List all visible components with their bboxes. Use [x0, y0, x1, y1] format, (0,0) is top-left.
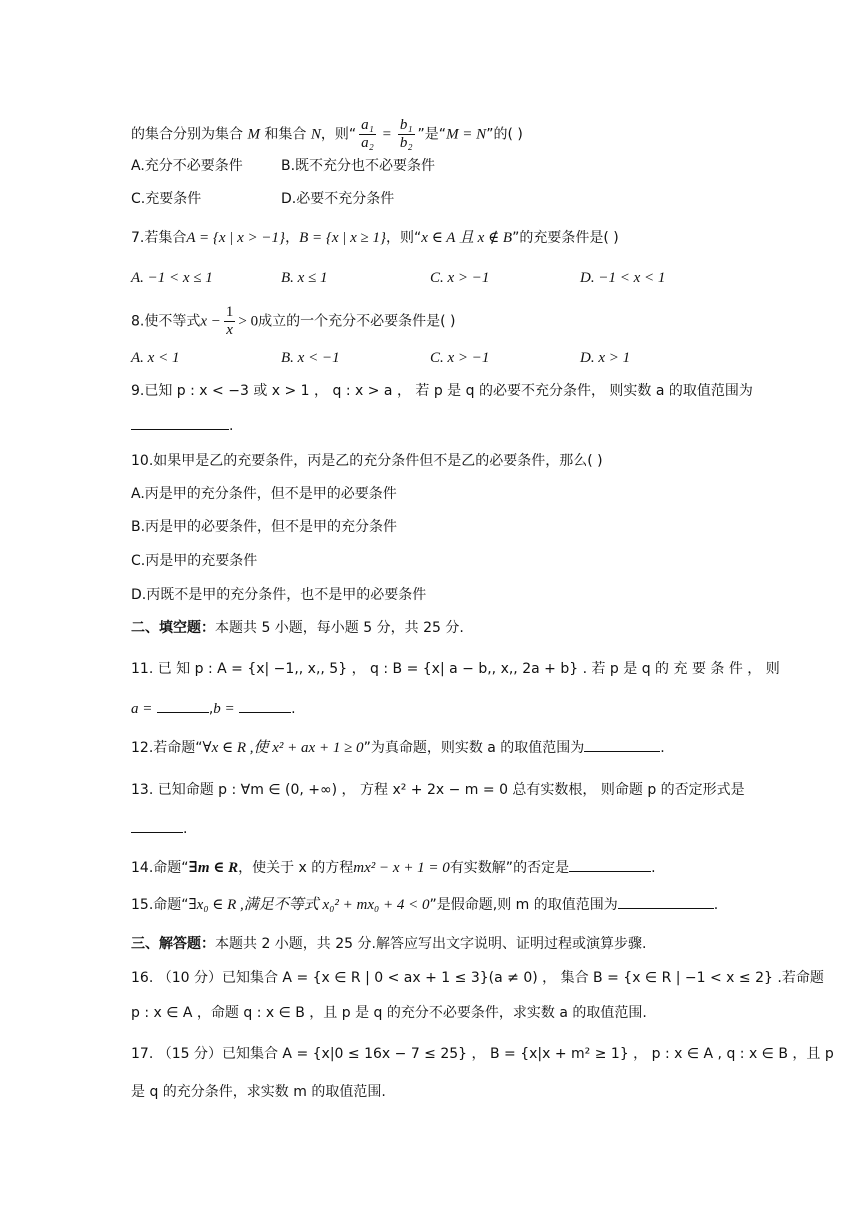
q14-answer-blank[interactable] — [569, 857, 651, 872]
section-2-heading: 二、填空题：本题共 5 小题，每小题 5 分，共 25 分. — [131, 620, 464, 636]
section-3-heading: 三、解答题：本题共 2 小题，共 25 分.解答应写出文字说明、证明过程或演算步骤. — [131, 936, 647, 952]
q7-option-b: B. x ≤ 1 — [281, 270, 328, 286]
q7-stem: 7.若集合A = {x | x > −1}，B = {x | x ≥ 1}，则“x ∈ A 且 x ∉ B”的充要条件是( ) — [131, 230, 619, 246]
q12-stem: 12.若命题“∀x ∈ R ,使 x² + ax + 1 ≥ 0”为真命题，则实数 a 的取值范围为 . — [131, 737, 665, 758]
q6-set-n: N — [310, 126, 321, 143]
q9-answer-line: . — [131, 415, 233, 436]
q10-option-c: C.丙是甲的充要条件 — [131, 553, 258, 569]
q8-fraction: $\frac{1}{x}$ — [225, 304, 234, 338]
q16-stem-line-1: 16. （10 分）已知集合 A = {x ∈ R | 0 < ax + 1 ≤ 3}(a ≠ 0) ， 集合 B = {x ∈ R | −1 < x ≤ 2} .若命题 — [131, 970, 824, 986]
q6-fraction-b: $\frac{\text{b₁}}{\text{b₂}}$ — [399, 117, 413, 151]
q14-stem: 14.命题“∃m ∈ R，使关于 x 的方程mx² − x + 1 = 0有实数解”的否定是 . — [131, 857, 656, 878]
q8-option-b: B. x < −1 — [281, 350, 340, 366]
q7-condition: x ∈ A 且 x ∉ B — [421, 230, 513, 246]
q7-option-c: C. x > −1 — [430, 270, 490, 286]
q8-option-a: A. x < 1 — [131, 350, 180, 366]
q17-stem-line-1: 17. （15 分）已知集合 A = {x|0 ≤ 16x − 7 ≤ 25} ， B = {x|x + m² ≥ 1} ， p : x ∈ A , q : x ∈ B ，且 p — [131, 1046, 834, 1062]
q6-fraction-a: $\frac{\text{a₁}}{\text{a₂}}$ — [361, 117, 374, 151]
q13-stem: 13. 已知命题 p : ∀m ∈ (0, +∞) ， 方程 x² + 2x − m = 0 总有实数根， 则命题 p 的否定形式是 — [131, 782, 745, 798]
q11-answer-blank-a[interactable] — [157, 698, 209, 713]
q8-stem: 8.使不等式x − $\frac{1}{x}$ > 0成立的一个充分不必要条件是( ) — [131, 304, 456, 338]
q6-option-c: C.充要条件 — [131, 191, 202, 207]
q8-option-c: C. x > −1 — [430, 350, 490, 366]
q6-set-m: M — [247, 126, 260, 143]
q10-option-a: A.丙是甲的充分条件，但不是甲的必要条件 — [131, 486, 397, 502]
q15-stem: 15.命题“∃x₀ ∈ R ,满足不等式 x₀² + mx₀ + 4 < 0”是假命题,则 m 的取值范围为 . — [131, 894, 718, 915]
q6-option-a: A.充分不必要条件 — [131, 158, 243, 174]
q13-answer-blank[interactable] — [131, 818, 183, 833]
q10-option-d: D.丙既不是甲的充分条件，也不是甲的必要条件 — [131, 587, 427, 603]
q12-answer-blank[interactable] — [584, 737, 660, 752]
q7-option-d: D. −1 < x < 1 — [580, 270, 666, 286]
q7-set-a: A = {x | x > −1} — [186, 230, 286, 246]
q8-option-d: D. x > 1 — [580, 350, 631, 366]
q6-option-d: D.必要不充分条件 — [281, 191, 395, 207]
q11-answer-line: a = ,b = . — [131, 698, 296, 719]
q6-text-b: 和集合 — [264, 126, 307, 143]
q11-stem: 11. 已 知 p : A = {x| −1,, x,, 5} ， q : B = {x| a − b,, x,, 2a + b} . 若 p 是 q 的 充 要 条 件 ， 则 — [131, 661, 780, 677]
q9-answer-blank[interactable] — [131, 415, 229, 430]
q13-answer-line: . — [131, 818, 187, 839]
q15-answer-blank[interactable] — [618, 894, 714, 909]
q6-text-a: 的集合分别为集合 — [131, 126, 243, 143]
q6-text-c: ，则“ — [320, 126, 357, 143]
q6-stem: 的集合分别为集合 M 和集合 N，则“ $\frac{\text{a₁}}{\text{a₂}}$ = $\frac{\text{b₁}}{\text{b₂}}$ ”是“M = N”的( ) — [131, 117, 523, 151]
q9-stem: 9.已知 p : x < −3 或 x > 1 ， q : x > a ， 若 p 是 q 的必要不充分条件， 则实数 a 的取值范围为 — [131, 383, 753, 399]
q10-option-b: B.丙是甲的必要条件，但不是甲的充分条件 — [131, 519, 398, 535]
q6-math-m-eq-n: M = N — [446, 126, 487, 143]
q6-option-b: B.既不充分也不必要条件 — [281, 158, 436, 174]
q16-stem-line-2: p : x ∈ A ，命题 q : x ∈ B ，且 p 是 q 的充分不必要条件，求实数 a 的取值范围. — [131, 1005, 647, 1021]
q10-stem: 10.如果甲是乙的充要条件，丙是乙的充分条件但不是乙的必要条件，那么( ) — [131, 453, 603, 469]
q17-stem-line-2: 是 q 的充分条件，求实数 m 的取值范围. — [131, 1084, 386, 1100]
q11-answer-blank-b[interactable] — [239, 698, 291, 713]
q7-option-a: A. −1 < x ≤ 1 — [131, 270, 213, 286]
q7-set-b: B = {x | x ≥ 1} — [299, 230, 387, 246]
